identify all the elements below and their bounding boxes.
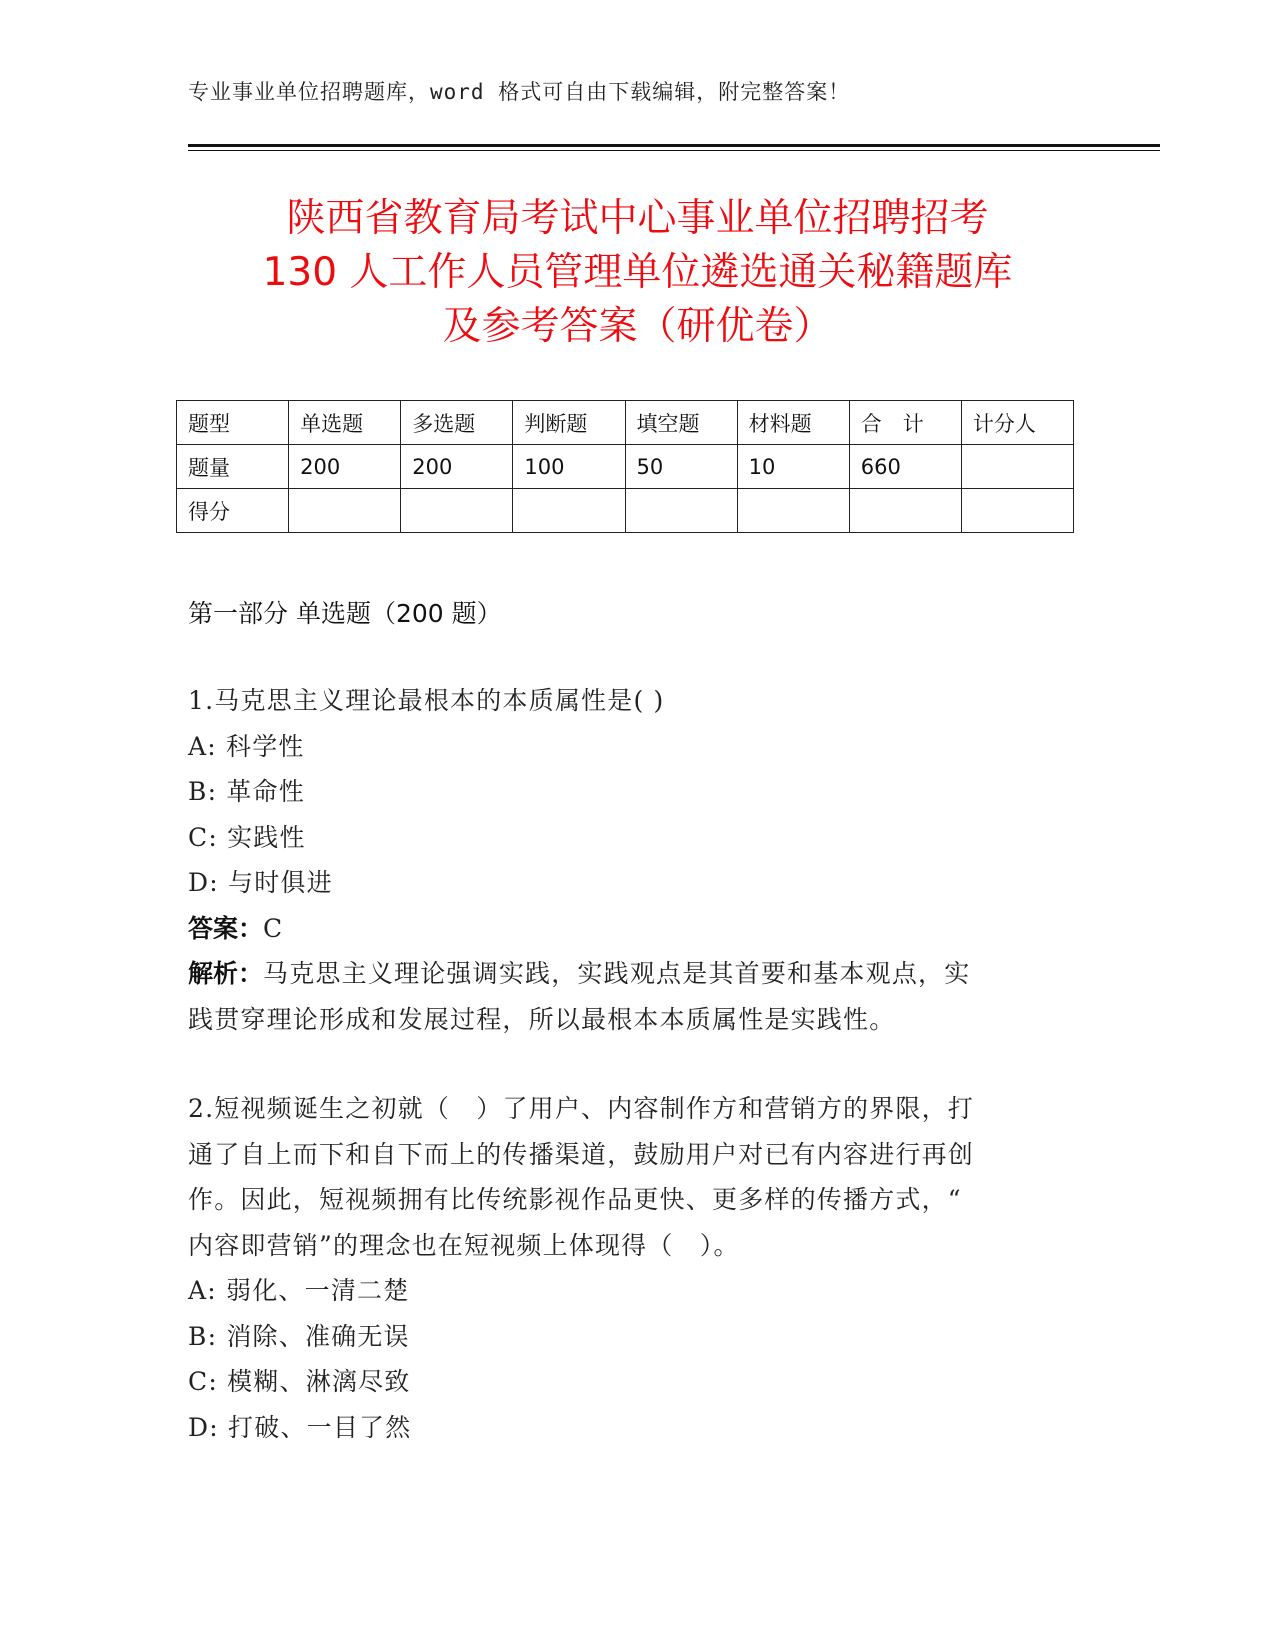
header-rule-thin (188, 150, 1160, 151)
score-table (176, 400, 1074, 533)
title-line-2: 130 人工作人员管理单位遴选通关秘籍题库 (262, 250, 1013, 295)
answer-value: C (263, 913, 284, 943)
section-title: 第一部分 单选题（200 题） (188, 599, 502, 628)
option-b: B: 消除、准确无误 (188, 1321, 410, 1351)
option-d: D: 打破、一目了然 (188, 1412, 412, 1442)
analysis-line-2: 践贯穿理论形成和发展过程，所以最根本本质属性是实践性。 (188, 1004, 896, 1034)
header-rule-thick (188, 144, 1160, 147)
question-1 (188, 678, 1068, 1042)
table-cell (737, 489, 849, 533)
table-cell (961, 445, 1073, 489)
table-cell (961, 489, 1073, 533)
option-c: C: 模糊、淋漓尽致 (188, 1367, 411, 1396)
table-header-cell: 合 计 (849, 401, 961, 445)
option-a: A: 科学性 (188, 731, 305, 761)
analysis-line-1 (188, 951, 1068, 997)
analysis-text: 马克思主义理论强调实践，实践观点是其首要和基本观点，实 (263, 959, 971, 988)
question-stem-line: 作。因此，短视频拥有比传统影视作品更快、更多样的传播方式，“ (188, 1185, 962, 1214)
table-header-cell: 填空题 (625, 401, 737, 445)
table-cell: 得分 (177, 489, 289, 533)
table-cell: 100 (513, 445, 625, 489)
table-cell (289, 489, 401, 533)
question-2 (188, 1086, 1068, 1450)
table-header-cell: 计分人 (961, 401, 1073, 445)
table-cell: 660 (849, 445, 961, 489)
table-header-cell: 材料题 (737, 401, 849, 445)
option-d: D: 与时俱进 (188, 868, 333, 897)
table-cell (625, 489, 737, 533)
table-cell (513, 489, 625, 533)
title-line-3: 及参考答案（研优卷） (442, 304, 833, 349)
answer-line (188, 906, 1068, 952)
title-line-1: 陕西省教育局考试中心事业单位招聘招考 (286, 196, 989, 241)
table-cell (849, 489, 961, 533)
table-cell: 10 (737, 445, 849, 489)
question-stem-line: 内容即营销”的理念也在短视频上体现得（ ）。 (188, 1230, 740, 1260)
table-cell: 50 (625, 445, 737, 489)
analysis-label: 解析： (188, 959, 264, 988)
table-header-cell: 判断题 (513, 401, 625, 445)
table-row (177, 445, 1074, 489)
option-c: C: 实践性 (188, 822, 306, 852)
table-header-cell: 多选题 (401, 401, 513, 445)
option-a: A: 弱化、一清二楚 (188, 1276, 410, 1305)
score-table-header-row (177, 401, 1074, 445)
table-row (177, 489, 1074, 533)
question-stem: 1.马克思主义理论最根本的本质属性是( ) (188, 686, 665, 715)
table-cell: 200 (289, 445, 401, 489)
question-stem-line: 2.短视频诞生之初就（ ）了用户、内容制作方和营销方的界限，打 (188, 1094, 975, 1123)
question-stem-line: 通了自上而下和自下而上的传播渠道，鼓励用户对已有内容进行再创 (188, 1139, 975, 1169)
table-cell (401, 489, 513, 533)
table-cell: 200 (401, 445, 513, 489)
answer-label: 答案： (188, 913, 264, 943)
option-b: B: 革命性 (188, 777, 305, 806)
table-header-cell: 单选题 (289, 401, 401, 445)
table-cell: 题量 (177, 445, 289, 489)
header-note: 专业事业单位招聘题库，word 格式可自由下载编辑，附完整答案！ (188, 80, 851, 104)
document-title (140, 192, 1135, 354)
table-header-cell: 题型 (177, 401, 289, 445)
